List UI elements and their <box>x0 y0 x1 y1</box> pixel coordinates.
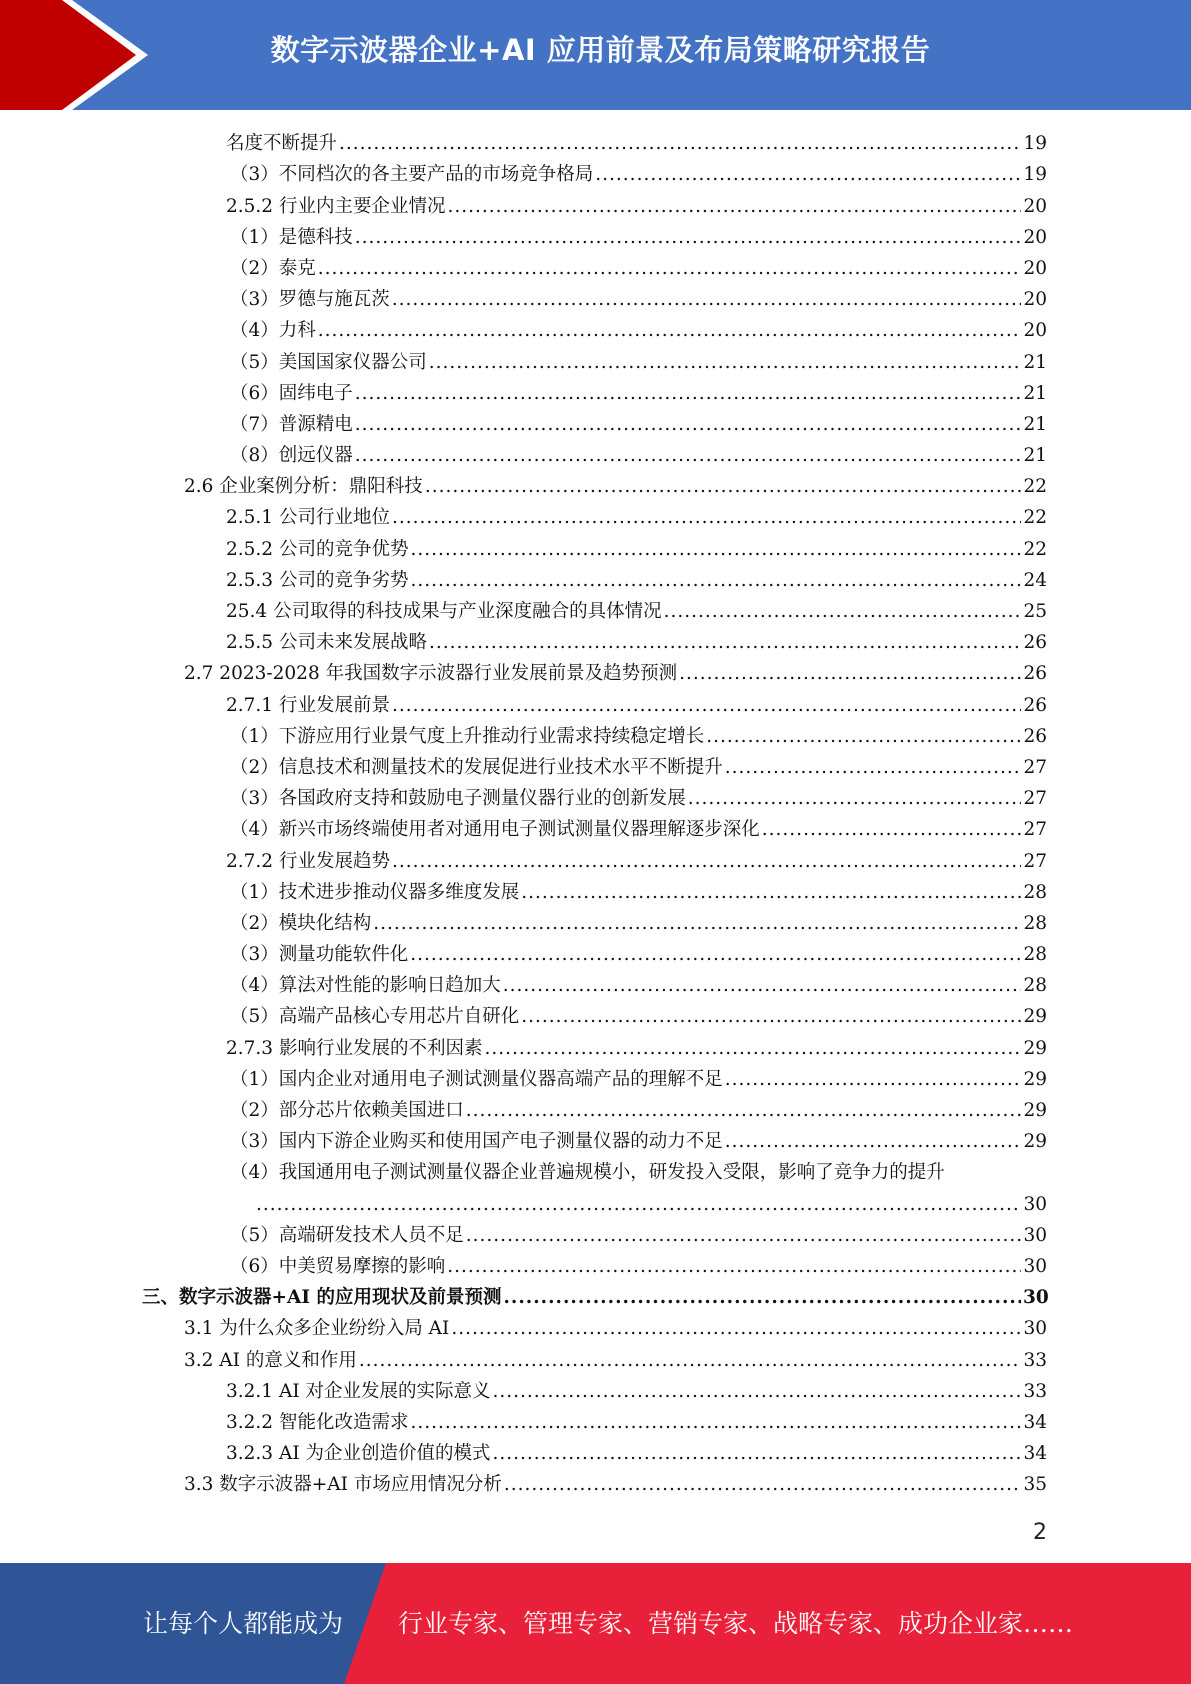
toc-entry[interactable] <box>0 626 1191 657</box>
toc-entry-title: （4）新兴市场终端使用者对通用电子测试测量仪器理解逐步深化 <box>230 819 760 841</box>
toc-dot-leader <box>410 943 1021 969</box>
toc-entry-page: 28 <box>1023 975 1047 997</box>
toc-entry[interactable] <box>0 1063 1191 1094</box>
toc-entry-title: （4）力科 <box>230 320 316 342</box>
toc-dot-leader <box>762 818 1021 844</box>
toc-entry-title: （7）普源精电 <box>230 413 353 435</box>
toc-dot-leader <box>521 1005 1021 1031</box>
toc-dot-leader <box>318 319 1021 345</box>
toc-dot-leader <box>484 1037 1021 1063</box>
toc-entry-page: 26 <box>1023 694 1047 716</box>
toc-entry[interactable] <box>0 720 1191 751</box>
toc-dot-leader <box>725 756 1021 782</box>
toc-dot-leader <box>355 444 1021 470</box>
toc-dot-leader <box>725 1068 1021 1094</box>
toc-entry-page: 30 <box>1023 1287 1049 1309</box>
toc-dot-leader <box>493 1380 1021 1406</box>
toc-entry[interactable] <box>0 938 1191 969</box>
table-of-contents <box>0 127 1191 1499</box>
toc-entry[interactable] <box>0 189 1191 220</box>
toc-dot-leader <box>355 413 1021 439</box>
toc-entry-page: 30 <box>1023 1224 1047 1246</box>
toc-entry-title: 2.5.3 公司的竞争劣势 <box>226 569 409 591</box>
toc-entry-title: （3）不同档次的各主要产品的市场竞争格局 <box>230 164 594 186</box>
toc-entry-page: 30 <box>1023 1193 1047 1215</box>
toc-dot-leader <box>392 850 1021 876</box>
toc-entry-page: 21 <box>1023 382 1047 404</box>
page-number: 2 <box>1033 1520 1047 1545</box>
toc-entry-page: 34 <box>1023 1411 1047 1433</box>
toc-entry[interactable] <box>0 314 1191 345</box>
toc-entry-title: 3.2.1 AI 对企业发展的实际意义 <box>226 1380 491 1402</box>
toc-dot-leader <box>392 506 1021 532</box>
toc-entry-page: 20 <box>1023 226 1047 248</box>
toc-dot-leader <box>373 912 1021 938</box>
toc-entry-page: 27 <box>1023 850 1047 872</box>
toc-entry[interactable] <box>0 1219 1191 1250</box>
toc-entry[interactable] <box>0 470 1191 501</box>
toc-entry-page: 30 <box>1023 1318 1047 1340</box>
toc-entry[interactable] <box>0 657 1191 688</box>
toc-entry-title: （3）测量功能软件化 <box>230 944 409 966</box>
toc-entry-title: （2）模块化结构 <box>230 912 372 934</box>
toc-dot-leader <box>355 382 1021 408</box>
toc-entry-page: 27 <box>1023 819 1047 841</box>
toc-entry-title: （3）各国政府支持和鼓励电子测量仪器行业的创新发展 <box>230 788 686 810</box>
toc-entry-page: 33 <box>1023 1349 1047 1371</box>
toc-entry-page: 29 <box>1023 1131 1047 1153</box>
toc-entry-title: （6）固纬电子 <box>230 382 353 404</box>
toc-entry-title: 3.2 AI 的意义和作用 <box>184 1349 357 1371</box>
toc-dot-leader <box>256 1193 1021 1219</box>
toc-entry-page: 21 <box>1023 413 1047 435</box>
toc-entry[interactable] <box>0 252 1191 283</box>
toc-entry-title: 3.2.2 智能化改造需求 <box>226 1411 409 1433</box>
toc-entry[interactable] <box>0 1000 1191 1031</box>
toc-dot-leader <box>679 662 1021 688</box>
toc-dot-leader <box>359 1349 1021 1375</box>
toc-dot-leader <box>447 195 1021 221</box>
toc-dot-leader <box>410 1411 1021 1437</box>
toc-dot-leader <box>706 725 1021 751</box>
toc-entry[interactable] <box>0 751 1191 782</box>
toc-entry-title: 2.5.2 公司的竞争优势 <box>226 538 409 560</box>
toc-dot-leader <box>725 1130 1021 1156</box>
toc-entry-page: 21 <box>1023 351 1047 373</box>
toc-entry-title: 2.7.2 行业发展趋势 <box>226 850 390 872</box>
toc-entry[interactable] <box>0 1312 1191 1343</box>
toc-entry-page: 20 <box>1023 320 1047 342</box>
toc-entry-title: （3）罗德与施瓦茨 <box>230 289 390 311</box>
toc-entry-wrapped-continuation[interactable] <box>0 1187 1191 1218</box>
toc-entry-page: 22 <box>1023 538 1047 560</box>
toc-entry-page: 21 <box>1023 445 1047 467</box>
toc-entry[interactable] <box>0 595 1191 626</box>
toc-entry[interactable] <box>0 1281 1191 1312</box>
toc-entry-title: 2.7.1 行业发展前景 <box>226 694 390 716</box>
toc-entry[interactable] <box>0 1468 1191 1499</box>
toc-entry-title: （2）信息技术和测量技术的发展促进行业技术水平不断提升 <box>230 756 723 778</box>
footer-slogan-left: 让每个人都能成为 <box>143 1609 344 1638</box>
toc-dot-leader <box>425 475 1021 501</box>
toc-entry[interactable] <box>0 345 1191 376</box>
toc-dot-leader <box>339 132 1021 158</box>
toc-entry[interactable] <box>0 283 1191 314</box>
toc-entry-wrapped[interactable] <box>0 1156 1191 1187</box>
toc-dot-leader <box>493 1442 1021 1468</box>
toc-entry-page: 28 <box>1023 912 1047 934</box>
toc-entry-page: 20 <box>1023 257 1047 279</box>
toc-entry-page: 24 <box>1023 569 1047 591</box>
toc-dot-leader <box>447 1255 1021 1281</box>
toc-entry-title: 名度不断提升 <box>226 133 338 155</box>
page-header <box>0 0 1191 110</box>
toc-entry-title: 3.2.3 AI 为企业创造价值的模式 <box>226 1443 491 1465</box>
toc-entry[interactable] <box>0 907 1191 938</box>
toc-dot-leader <box>521 881 1021 907</box>
toc-entry-page: 26 <box>1023 632 1047 654</box>
toc-dot-leader <box>318 257 1021 283</box>
toc-entry-title: 2.5.5 公司未来发展战略 <box>226 632 427 654</box>
toc-entry[interactable] <box>0 688 1191 719</box>
toc-entry-title: （5）美国国家仪器公司 <box>230 351 427 373</box>
toc-entry-title: 25.4 公司取得的科技成果与产业深度融合的具体情况 <box>226 601 662 622</box>
toc-dot-leader <box>466 1099 1021 1125</box>
toc-entry-title: （5）高端研发技术人员不足 <box>230 1224 464 1246</box>
toc-dot-leader <box>429 351 1021 377</box>
toc-entry[interactable] <box>0 377 1191 408</box>
toc-entry-page: 28 <box>1023 944 1047 966</box>
toc-entry-title: （8）创远仪器 <box>230 445 353 467</box>
toc-entry[interactable] <box>0 221 1191 252</box>
toc-entry-title: 2.5.1 公司行业地位 <box>226 507 390 529</box>
page-footer <box>0 1563 1191 1684</box>
toc-entry-title: （6）中美贸易摩擦的影响 <box>230 1255 446 1277</box>
toc-entry-title: 2.7 2023-2028 年我国数字示波器行业发展前景及趋势预测 <box>184 663 678 685</box>
toc-entry-page: 30 <box>1023 1255 1047 1277</box>
toc-entry-page: 29 <box>1023 1068 1047 1090</box>
toc-entry-title: （4）我国通用电子测试测量仪器企业普遍规模小，研发投入受限，影响了竞争力的提升 <box>230 1162 945 1184</box>
toc-entry-title: （4）算法对性能的影响日趋加大 <box>230 975 501 997</box>
toc-dot-leader <box>688 787 1021 813</box>
toc-entry[interactable] <box>0 127 1191 158</box>
toc-entry-title: （1）是德科技 <box>230 226 353 248</box>
toc-entry-page: 33 <box>1023 1380 1047 1402</box>
toc-entry[interactable] <box>0 439 1191 470</box>
toc-dot-leader <box>355 226 1021 252</box>
toc-entry-page: 20 <box>1023 195 1047 217</box>
toc-entry-title: 2.6 企业案例分析：鼎阳科技 <box>184 476 423 498</box>
toc-entry-page: 26 <box>1023 725 1047 747</box>
toc-entry-page: 35 <box>1023 1474 1047 1496</box>
toc-entry[interactable] <box>0 782 1191 813</box>
toc-entry-title: 2.7.3 影响行业发展的不利因素 <box>226 1037 483 1059</box>
toc-entry[interactable] <box>0 1437 1191 1468</box>
toc-entry[interactable] <box>0 969 1191 1000</box>
toc-entry-title: 3.3 数字示波器+AI 市场应用情况分析 <box>184 1474 502 1496</box>
toc-entry-title: 2.5.2 行业内主要企业情况 <box>226 195 446 217</box>
toc-entry[interactable] <box>0 1250 1191 1281</box>
toc-entry-title: （2）部分芯片依赖美国进口 <box>230 1100 464 1121</box>
toc-entry-title: （1）国内企业对通用电子测试测量仪器高端产品的理解不足 <box>230 1068 723 1090</box>
toc-dot-leader <box>504 1473 1021 1499</box>
toc-dot-leader <box>503 1286 1021 1312</box>
toc-entry-page: 19 <box>1023 164 1047 186</box>
toc-entry-page: 29 <box>1023 1006 1047 1028</box>
toc-entry[interactable] <box>0 1031 1191 1062</box>
toc-entry[interactable] <box>0 532 1191 563</box>
toc-entry[interactable] <box>0 1343 1191 1374</box>
toc-entry[interactable] <box>0 501 1191 532</box>
toc-dot-leader <box>466 1224 1021 1250</box>
toc-dot-leader <box>392 694 1021 720</box>
toc-entry-page: 26 <box>1023 663 1047 685</box>
toc-entry-page: 27 <box>1023 788 1047 810</box>
toc-entry-page: 29 <box>1023 1037 1047 1059</box>
toc-entry-page: 27 <box>1023 756 1047 778</box>
toc-dot-leader <box>410 538 1021 564</box>
toc-entry[interactable] <box>0 876 1191 907</box>
toc-dot-leader <box>429 631 1021 657</box>
toc-entry-page: 20 <box>1023 289 1047 311</box>
report-title: 数字示波器企业+AI 应用前景及布局策略研究报告 <box>270 33 931 67</box>
toc-entry-title: （1）技术进步推动仪器多维度发展 <box>230 881 520 903</box>
toc-entry-title: 三、数字示波器+AI 的应用现状及前景预测 <box>142 1287 502 1309</box>
toc-entry[interactable] <box>0 1125 1191 1156</box>
toc-entry-page: 25 <box>1023 601 1047 622</box>
toc-entry-title: （2）泰克 <box>230 257 316 279</box>
toc-entry-title: （3）国内下游企业购买和使用国产电子测量仪器的动力不足 <box>230 1131 723 1153</box>
toc-dot-leader <box>392 288 1021 314</box>
toc-dot-leader <box>451 1317 1021 1343</box>
toc-entry-page: 28 <box>1023 881 1047 903</box>
footer-slogan-right: 行业专家、管理专家、营销专家、战略专家、成功企业家…… <box>398 1609 1074 1638</box>
toc-dot-leader <box>503 974 1021 1000</box>
toc-entry-page: 19 <box>1023 133 1047 155</box>
toc-dot-leader <box>595 163 1021 189</box>
toc-entry[interactable] <box>0 408 1191 439</box>
toc-entry[interactable] <box>0 564 1191 595</box>
toc-entry-title: （5）高端产品核心专用芯片自研化 <box>230 1006 520 1028</box>
toc-dot-leader <box>664 600 1021 626</box>
toc-entry[interactable] <box>0 1094 1191 1125</box>
toc-entry-title: 3.1 为什么众多企业纷纷入局 AI <box>184 1318 450 1340</box>
toc-dot-leader <box>410 569 1021 595</box>
toc-entry[interactable] <box>0 1406 1191 1437</box>
toc-entry[interactable] <box>0 158 1191 189</box>
toc-entry[interactable] <box>0 813 1191 844</box>
toc-entry-page: 22 <box>1023 476 1047 498</box>
toc-entry[interactable] <box>0 1375 1191 1406</box>
toc-entry-page: 22 <box>1023 507 1047 529</box>
toc-entry[interactable] <box>0 844 1191 875</box>
toc-entry-page: 34 <box>1023 1443 1047 1465</box>
toc-entry-title: （1）下游应用行业景气度上升推动行业需求持续稳定增长 <box>230 725 705 747</box>
toc-entry-page: 29 <box>1023 1100 1047 1121</box>
